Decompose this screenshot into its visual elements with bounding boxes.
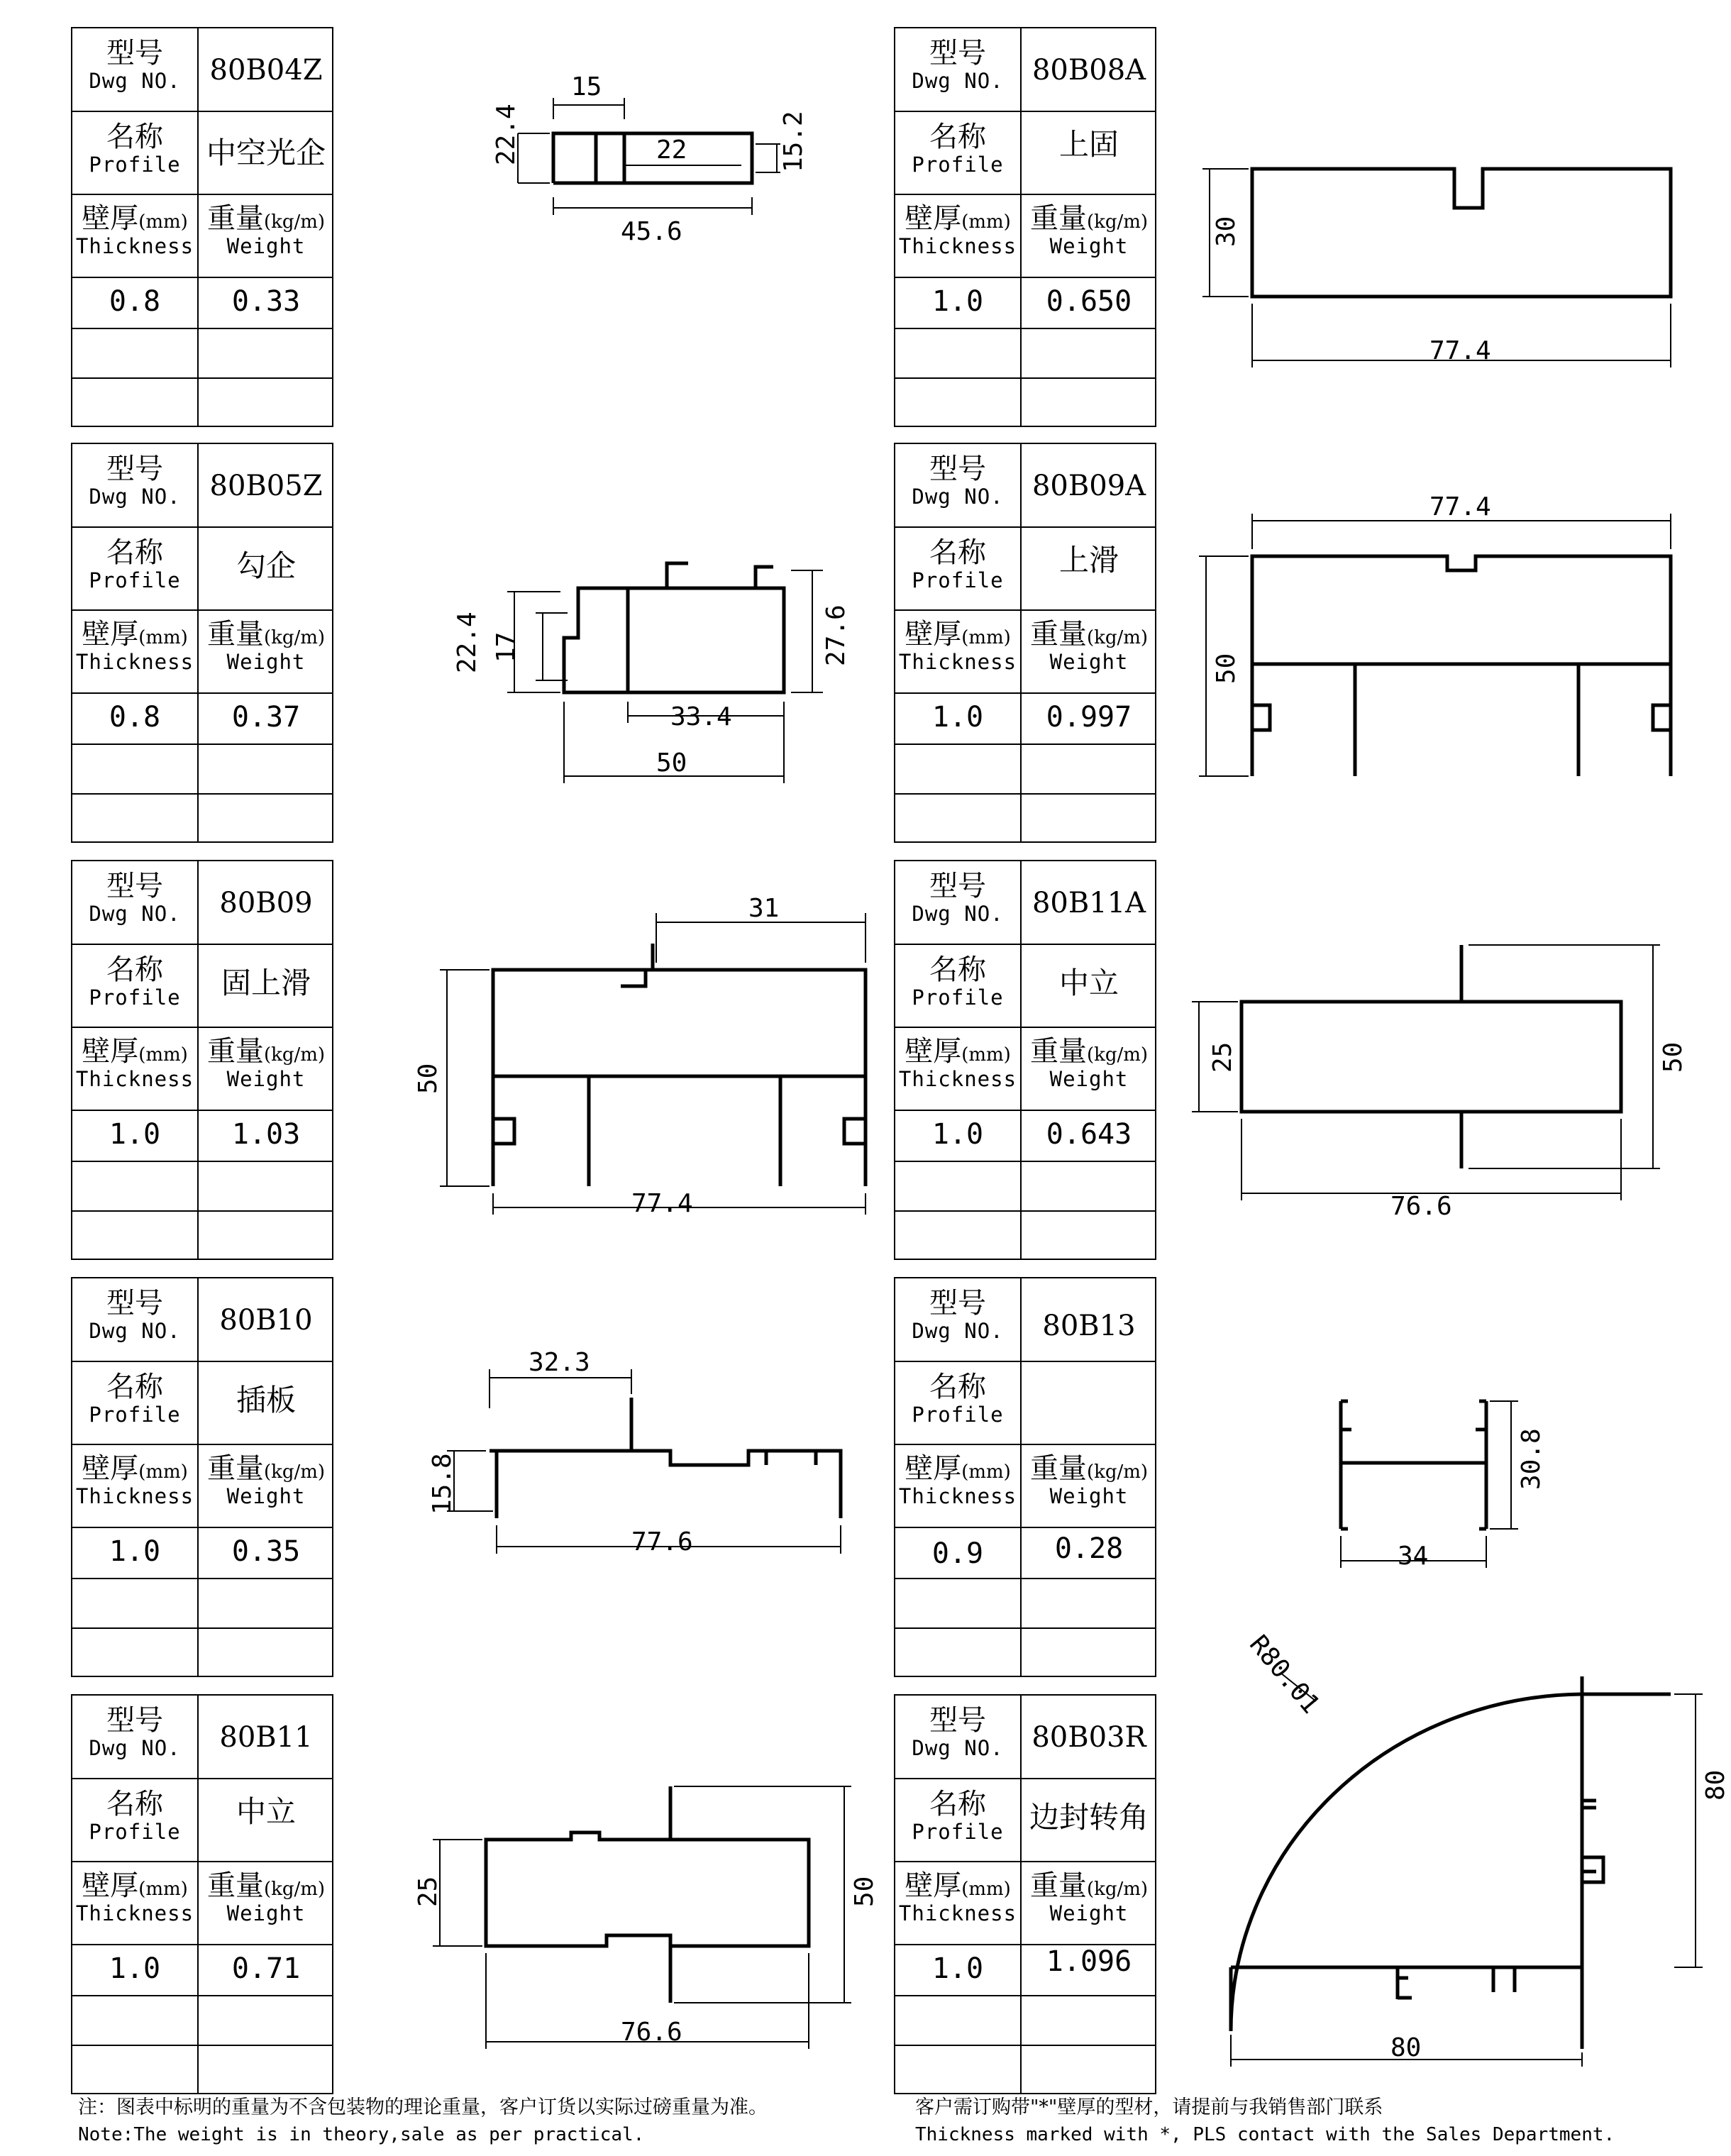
label-thickness-cn: 壁厚 — [905, 1452, 962, 1485]
profile-drawing — [1178, 27, 1731, 427]
model-number: 80B08A — [1032, 54, 1146, 87]
dim-label: 77.4 — [1429, 336, 1491, 365]
label-thickness-unit: (mm) — [138, 1879, 188, 1900]
profile-card-80B10 — [71, 1277, 908, 1677]
label-thickness-en: Thickness — [75, 650, 194, 674]
profile-card-80B09 — [71, 860, 908, 1260]
label-weight-en: Weight — [226, 1067, 306, 1091]
dim-label: 22.4 — [492, 104, 521, 165]
spec-table — [894, 1694, 1156, 2094]
spec-table — [71, 27, 333, 427]
label-thickness-cn: 壁厚 — [82, 202, 139, 235]
weight-value: 0.71 — [231, 1952, 301, 1985]
label-model-en: Dwg NO. — [912, 485, 1004, 509]
label-weight-en: Weight — [1049, 1901, 1129, 1925]
dim-label: 32.3 — [529, 1348, 590, 1377]
profile-card-80B03R — [894, 1630, 1731, 2094]
label-model-en: Dwg NO. — [89, 1319, 181, 1343]
dim-label: 31 — [748, 894, 780, 923]
profile-name: 中立 — [1058, 966, 1119, 1000]
label-thickness-en: Thickness — [898, 1484, 1017, 1508]
weight-value: 0.997 — [1046, 701, 1132, 734]
model-number: 80B13 — [1042, 1310, 1136, 1342]
dim-label: 50 — [414, 1063, 443, 1094]
label-model-en: Dwg NO. — [912, 1736, 1004, 1760]
spec-table — [71, 1277, 333, 1677]
spec-table — [71, 1694, 333, 2094]
label-thickness-en: Thickness — [898, 650, 1017, 674]
label-thickness-unit: (mm) — [138, 627, 188, 648]
label-weight-cn: 重量 — [1029, 1869, 1087, 1902]
label-thickness-en: Thickness — [75, 1067, 194, 1091]
label-name-en: Profile — [912, 985, 1004, 1010]
note-right — [915, 2094, 1615, 2148]
label-weight-cn: 重量 — [1029, 202, 1087, 235]
label-name-en: Profile — [89, 568, 181, 592]
label-weight-en: Weight — [226, 234, 306, 258]
label-model-cn: 型号 — [929, 37, 986, 70]
dim-label: 17 — [492, 631, 521, 663]
label-weight-unit: (kg/m) — [1086, 1044, 1149, 1066]
label-model-cn: 型号 — [106, 453, 163, 485]
dim-label: 34 — [1398, 1542, 1429, 1571]
thickness-value: 1.0 — [931, 1118, 984, 1151]
model-number: 80B04Z — [209, 54, 323, 87]
label-thickness-unit: (mm) — [138, 1461, 188, 1483]
label-weight-unit: (kg/m) — [263, 1879, 326, 1900]
label-name-cn: 名称 — [929, 121, 986, 153]
label-model-cn: 型号 — [106, 37, 163, 70]
label-thickness-en: Thickness — [898, 1901, 1017, 1925]
weight-value: 0.643 — [1046, 1118, 1132, 1151]
weight-value: 0.35 — [231, 1535, 301, 1568]
label-name-en: Profile — [89, 1820, 181, 1844]
dim-label: 30 — [1212, 216, 1241, 247]
dim-label: 22 — [656, 136, 687, 165]
dim-label: 33.4 — [670, 702, 732, 731]
profile-name: 上滑 — [1058, 543, 1119, 577]
label-weight-cn: 重量 — [1029, 618, 1087, 651]
thickness-value: 1.0 — [931, 285, 984, 318]
model-number: 80B11 — [219, 1721, 313, 1754]
label-model-cn: 型号 — [106, 1287, 163, 1320]
label-name-cn: 名称 — [106, 1788, 163, 1820]
label-weight-cn: 重量 — [206, 1869, 264, 1902]
label-model-cn: 型号 — [106, 1704, 163, 1737]
dim-label: 15.2 — [779, 111, 808, 172]
label-name-en: Profile — [912, 1403, 1004, 1427]
label-weight-unit: (kg/m) — [1086, 627, 1149, 648]
profile-drawing — [355, 860, 908, 1260]
dim-label: 25 — [414, 1876, 443, 1907]
profile-name: 上固 — [1058, 127, 1119, 162]
spec-table — [894, 443, 1156, 843]
label-name-cn: 名称 — [106, 1371, 163, 1403]
label-name-cn: 名称 — [929, 1788, 986, 1820]
label-thickness-unit: (mm) — [138, 1044, 188, 1066]
note-right-en: Thickness marked with *, PLS contact with the Sales Department. — [915, 2124, 1615, 2145]
label-model-cn: 型号 — [929, 1287, 986, 1320]
label-thickness-en: Thickness — [898, 1067, 1017, 1091]
thickness-value: 1.0 — [109, 1535, 161, 1568]
label-name-cn: 名称 — [929, 953, 986, 986]
dim-label: 50 — [656, 748, 687, 778]
label-weight-en: Weight — [226, 650, 306, 674]
profile-name: 边封转角 — [1029, 1800, 1149, 1835]
label-thickness-unit: (mm) — [961, 1461, 1011, 1483]
label-weight-cn: 重量 — [206, 618, 264, 651]
label-model-cn: 型号 — [929, 453, 986, 485]
dim-label: 27.6 — [822, 604, 851, 666]
label-thickness-en: Thickness — [75, 1901, 194, 1925]
label-model-en: Dwg NO. — [912, 69, 1004, 93]
profile-card-80B08A — [894, 27, 1731, 427]
profile-drawing — [355, 1277, 908, 1677]
profile-card-80B11A — [894, 860, 1731, 1260]
profile-card-80B09A — [894, 443, 1731, 843]
weight-value: 0.33 — [231, 285, 301, 318]
note-left-cn: 注：图表中标明的重量为不含包装物的理论重量，客户订货以实际过磅重量为准。 — [78, 2096, 768, 2118]
dim-label: 77.4 — [1429, 492, 1491, 521]
label-weight-en: Weight — [1049, 1484, 1129, 1508]
weight-value: 1.096 — [1046, 1945, 1132, 1978]
label-model-cn: 型号 — [929, 870, 986, 902]
label-name-cn: 名称 — [929, 536, 986, 569]
dim-label: 45.6 — [621, 217, 682, 246]
label-thickness-en: Thickness — [75, 1484, 194, 1508]
label-model-en: Dwg NO. — [89, 902, 181, 926]
label-model-en: Dwg NO. — [89, 69, 181, 93]
label-thickness-cn: 壁厚 — [905, 1035, 962, 1068]
label-name-en: Profile — [912, 1820, 1004, 1844]
weight-value: 0.28 — [1054, 1532, 1124, 1565]
model-number: 80B03R — [1032, 1721, 1146, 1754]
label-weight-unit: (kg/m) — [263, 1461, 326, 1483]
profile-name: 中空光企 — [206, 136, 326, 170]
label-thickness-unit: (mm) — [961, 1044, 1011, 1066]
label-weight-cn: 重量 — [1029, 1035, 1087, 1068]
profile-drawing — [1178, 1616, 1731, 2070]
dim-label: 77.4 — [631, 1189, 693, 1218]
thickness-value: 1.0 — [109, 1952, 161, 1985]
model-number: 80B09 — [219, 887, 313, 919]
thickness-value: 0.8 — [109, 285, 161, 318]
label-name-en: Profile — [912, 568, 1004, 592]
profile-card-80B04Z — [71, 27, 908, 427]
thickness-value: 1.0 — [931, 701, 984, 734]
dim-label: 22.4 — [453, 612, 482, 673]
label-name-cn: 名称 — [106, 536, 163, 569]
dim-label: 15.8 — [428, 1453, 457, 1515]
label-weight-cn: 重量 — [206, 1035, 264, 1068]
spec-table — [71, 860, 333, 1260]
label-thickness-cn: 壁厚 — [905, 202, 962, 235]
label-weight-en: Weight — [226, 1484, 306, 1508]
label-thickness-unit: (mm) — [961, 211, 1011, 233]
model-number: 80B05Z — [209, 470, 323, 502]
dim-label: 50 — [850, 1876, 879, 1907]
label-weight-unit: (kg/m) — [263, 627, 326, 648]
label-thickness-unit: (mm) — [961, 1879, 1011, 1900]
label-weight-cn: 重量 — [206, 1452, 264, 1485]
label-model-en: Dwg NO. — [89, 485, 181, 509]
label-thickness-unit: (mm) — [138, 211, 188, 233]
thickness-value: 1.0 — [931, 1952, 984, 1985]
label-thickness-cn: 壁厚 — [905, 618, 962, 651]
profile-name: 固上滑 — [221, 966, 311, 1000]
dim-label: 15 — [571, 72, 602, 101]
spec-table — [894, 860, 1156, 1260]
dim-label: 76.6 — [1390, 1192, 1452, 1221]
dim-label: 77.6 — [631, 1527, 693, 1557]
profile-name: 勾企 — [236, 548, 296, 583]
profile-card-80B05Z — [71, 443, 908, 843]
label-weight-unit: (kg/m) — [1086, 1461, 1149, 1483]
profile-name: 中立 — [236, 1794, 296, 1829]
label-name-cn: 名称 — [929, 1371, 986, 1403]
label-name-cn: 名称 — [106, 953, 163, 986]
dim-label: 25 — [1208, 1041, 1237, 1073]
dim-label: R80.01 — [1244, 1630, 1326, 1720]
label-model-cn: 型号 — [929, 1704, 986, 1737]
label-thickness-en: Thickness — [898, 234, 1017, 258]
label-weight-unit: (kg/m) — [263, 1044, 326, 1066]
label-model-en: Dwg NO. — [89, 1736, 181, 1760]
profile-drawing — [1178, 860, 1731, 1260]
label-thickness-en: Thickness — [75, 234, 194, 258]
label-weight-en: Weight — [1049, 1067, 1129, 1091]
label-weight-en: Weight — [226, 1901, 306, 1925]
thickness-value: 0.9 — [931, 1537, 984, 1570]
profile-drawing — [355, 1694, 908, 2094]
label-weight-en: Weight — [1049, 234, 1129, 258]
label-weight-cn: 重量 — [206, 202, 264, 235]
label-thickness-cn: 壁厚 — [82, 1452, 139, 1485]
dim-label: 76.6 — [621, 2018, 682, 2047]
label-thickness-cn: 壁厚 — [82, 1869, 139, 1902]
model-number: 80B09A — [1032, 470, 1146, 502]
profile-name: 插板 — [236, 1383, 296, 1417]
label-model-en: Dwg NO. — [912, 1319, 1004, 1343]
profile-drawing — [355, 27, 908, 427]
dim-label: 80 — [1701, 1769, 1730, 1801]
thickness-value: 1.0 — [109, 1118, 161, 1151]
model-number: 80B11A — [1032, 887, 1146, 919]
spec-table — [894, 1277, 1156, 1677]
label-model-en: Dwg NO. — [912, 902, 1004, 926]
thickness-value: 0.8 — [109, 701, 161, 734]
label-name-cn: 名称 — [106, 121, 163, 153]
label-name-en: Profile — [89, 1403, 181, 1427]
label-weight-unit: (kg/m) — [263, 211, 326, 233]
label-thickness-cn: 壁厚 — [82, 1035, 139, 1068]
profile-card-80B11 — [71, 1694, 908, 2094]
profile-drawing — [355, 443, 908, 843]
note-left — [78, 2094, 768, 2148]
weight-value: 0.650 — [1046, 285, 1132, 318]
dim-label: 30.8 — [1517, 1428, 1546, 1490]
label-thickness-unit: (mm) — [961, 627, 1011, 648]
profile-drawing — [1178, 443, 1731, 843]
label-thickness-cn: 壁厚 — [82, 618, 139, 651]
spec-table — [71, 443, 333, 843]
label-weight-unit: (kg/m) — [1086, 211, 1149, 233]
spec-table — [894, 27, 1156, 427]
note-left-en: Note:The weight is in theory,sale as per practical. — [78, 2124, 645, 2145]
dim-label: 50 — [1659, 1041, 1688, 1073]
dim-label: 80 — [1390, 2033, 1422, 2062]
weight-value: 0.37 — [231, 701, 301, 734]
label-name-en: Profile — [912, 153, 1004, 177]
label-model-cn: 型号 — [106, 870, 163, 902]
label-thickness-cn: 壁厚 — [905, 1869, 962, 1902]
label-weight-en: Weight — [1049, 650, 1129, 674]
label-name-en: Profile — [89, 153, 181, 177]
note-right-cn: 客户需订购带"*"壁厚的型材，请提前与我销售部门联系 — [915, 2096, 1383, 2118]
label-weight-unit: (kg/m) — [1086, 1879, 1149, 1900]
label-weight-cn: 重量 — [1029, 1452, 1087, 1485]
weight-value: 1.03 — [231, 1118, 301, 1151]
label-name-en: Profile — [89, 985, 181, 1010]
model-number: 80B10 — [219, 1304, 313, 1337]
dim-label: 50 — [1212, 653, 1241, 684]
